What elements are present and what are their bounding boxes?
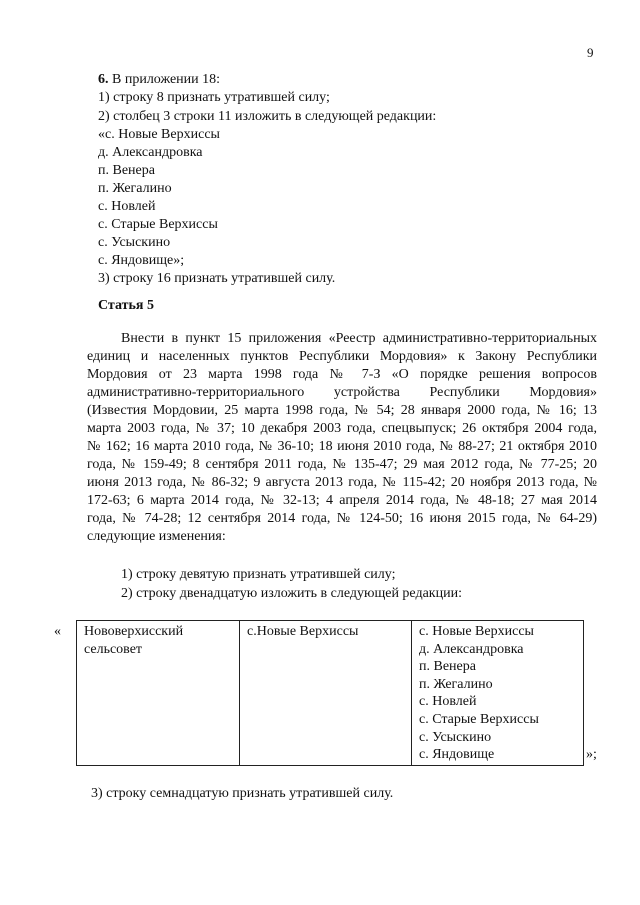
article5-paragraph-line: единиц и населенных пунктов Республики Мордовия» к Закону Республики bbox=[87, 349, 597, 364]
table-cell-text: сельсовет bbox=[84, 641, 143, 657]
article5-paragraph-line: № 162; 16 марта 2010 года, № 36-10; 18 июня 2010 года, № 88-27; 21 октября 2010 bbox=[87, 439, 597, 454]
territory-table bbox=[76, 620, 584, 766]
amend6-settlement: п. Жегалино bbox=[98, 181, 172, 196]
amend6-number: 6. bbox=[98, 72, 109, 87]
page-number: 9 bbox=[587, 45, 594, 60]
amend6-item-2: 2) столбец 3 строки 11 изложить в следующей редакции: bbox=[98, 109, 437, 124]
amend6-settlement: д. Александровка bbox=[98, 145, 203, 160]
article5-paragraph-line: Мордовия от 23 марта 1998 года № 7-З «О порядке решения вопросов bbox=[87, 367, 597, 382]
article5-title: Статья 5 bbox=[98, 298, 154, 313]
table-cell-text: Нововерхисский bbox=[84, 624, 184, 639]
amend6-item-1: 1) строку 8 признать утратившей силу; bbox=[98, 90, 330, 105]
quote-close-mark: »; bbox=[586, 747, 597, 762]
table-cell-text: с. Новлей bbox=[419, 694, 477, 710]
article5-paragraph-line: следующие изменения: bbox=[87, 529, 226, 544]
table-cell-text: с. Яндовище bbox=[419, 747, 495, 763]
table-cell-text: с. Старые Верхиссы bbox=[419, 711, 539, 727]
article5-paragraph-line: (Известия Мордовии, 25 марта 1998 года, № 54; 28 января 2000 года, № 16; 13 bbox=[87, 403, 597, 418]
table-cell-text: с. Новые Верхиссы bbox=[419, 624, 534, 639]
amend6-settlement: с. Старые Верхиссы bbox=[98, 217, 218, 232]
table-cell-center bbox=[240, 621, 412, 766]
amend6-item-3: 3) строку 16 признать утратившей силу. bbox=[98, 271, 336, 286]
table-cell-text: с. Усыскино bbox=[419, 729, 492, 745]
article5-item-2: 2) строку двенадцатую изложить в следующей редакции: bbox=[121, 586, 462, 601]
article5-paragraph-line: года, № 159-49; 8 сентября 2011 года, № 135-47; 29 мая 2012 года, № 77-25; 20 bbox=[87, 457, 597, 472]
table-cell-council bbox=[77, 621, 240, 766]
article5-paragraph-line: июня 2013 года, № 86-32; 9 августа 2013 года, № 115-42; 20 ноября 2013 года, № bbox=[87, 475, 597, 490]
amend6-heading-text: В приложении 18: bbox=[108, 72, 221, 87]
article5-paragraph-line: марта 2003 года, № 37; 10 декабря 2003 года, спецвыпуск; 26 октября 2004 года, bbox=[87, 421, 597, 436]
amend6-settlement: п. Венера bbox=[98, 163, 155, 178]
amend6-heading bbox=[98, 71, 220, 88]
table-cell-text: с.Новые Верхиссы bbox=[247, 624, 359, 639]
amend6-settlement: с. Яндовище»; bbox=[98, 253, 185, 268]
article5-item-1: 1) строку девятую признать утратившей силу; bbox=[121, 567, 396, 582]
table-cell-text: п. Венера bbox=[419, 659, 476, 675]
article5-paragraph-line: года, № 74-28; 12 сентября 2014 года, № 124-50; 16 июня 2015 года, № 64-29) bbox=[87, 511, 597, 526]
table-row bbox=[77, 621, 584, 766]
amend6-settlement: с. Новлей bbox=[98, 199, 156, 214]
quote-open-mark: « bbox=[54, 624, 61, 639]
article5-paragraph-line: Внести в пункт 15 приложения «Реестр административно-территориальных bbox=[121, 331, 597, 346]
article5-paragraph-line: административно-территориального устройства Республики Мордовия» bbox=[87, 385, 597, 400]
amend6-settlement: «с. Новые Верхиссы bbox=[98, 127, 220, 142]
article5-item-3: 3) строку семнадцатую признать утратившей силу. bbox=[91, 786, 394, 801]
table-cell-text: п. Жегалино bbox=[419, 676, 493, 692]
article5-paragraph-line: 172-63; 6 марта 2014 года, № 32-13; 4 апреля 2014 года, № 48-18; 27 мая 2014 bbox=[87, 493, 597, 508]
amend6-settlement: с. Усыскино bbox=[98, 235, 171, 250]
table-cell-text: д. Александровка bbox=[419, 641, 524, 657]
table-cell-settlements bbox=[412, 621, 584, 766]
